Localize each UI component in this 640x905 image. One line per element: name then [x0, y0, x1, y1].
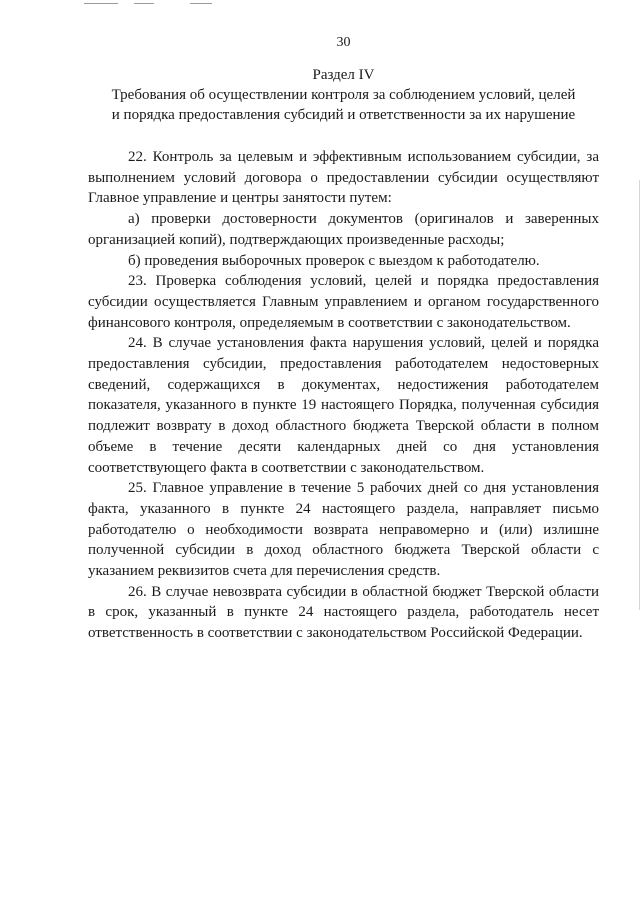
paragraph-22: 22. Контроль за целевым и эффективным использованием субсидии, за выполнением условий договора о предоставлении субсидии осуществляют Главное управление и центры занятости путем:	[88, 149, 599, 207]
scan-artifact-line	[190, 3, 212, 4]
scan-artifact-line	[84, 3, 118, 4]
section-title	[88, 85, 599, 125]
section-label: Раздел IV	[312, 67, 375, 83]
paragraph-22-item-b: б) проведения выборочных проверок с выездом к работодателю.	[128, 252, 540, 269]
paragraph-24: 24. В случае установления факта нарушения условий, целей и порядка предоставления субсидии, предоставления работодателем недостоверных сведений, содержащихся в документах, недостижения работодателем показателя, указанного в пункте 19 настоящего Порядка, полученная субсидия подлежит возврату в доход областного бюджета Тверской области в полном объеме в течение десяти календарных дней со дня установления соответствующего факта в соответствии с законодательством.	[88, 335, 599, 476]
paragraph-25: 25. Главное управление в течение 5 рабочих дней со дня установления факта, указанного в пункте 24 настоящего раздела, направляет письмо работодателю о необходимости возврата неправомерно и (или) излишне полученной субсидии в доход областного бюджета Тверской области с указанием реквизитов счета для перечисления средств.	[88, 480, 599, 580]
paragraph-22-item-a: а) проверки достоверности документов (оригиналов и заверенных организацией копий), подтверждающих произведенные расходы;	[88, 211, 599, 248]
scan-artifact-line	[134, 3, 154, 4]
paragraph-23: 23. Проверка соблюдения условий, целей и порядка предоставления субсидии осуществляется Главным управлением и органом государственного финансового контроля, определяемым в соответствии с законодательством.	[88, 273, 599, 331]
paragraph-26: 26. В случае невозврата субсидии в областной бюджет Тверской области в срок, указанный в пункте 24 настоящего раздела, работодатель несет ответственность в соответствии с законодательством Российской Федерации.	[88, 583, 599, 642]
section-title-line: Требования об осуществлении контроля за соблюдением условий, целей	[111, 87, 576, 103]
section-title-line: и порядка предоставления субсидий и ответственности за их нарушение	[111, 107, 576, 123]
document-page	[88, 34, 599, 644]
page-number: 30	[336, 35, 351, 50]
